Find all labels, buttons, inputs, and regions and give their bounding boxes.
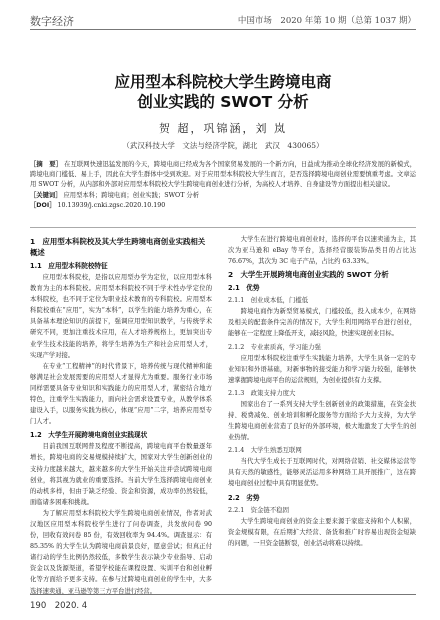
section-2-heading: 2 大学生开展跨境电商创业实践的 SWOT 分析 <box>228 270 389 280</box>
section-2-1-3-heading: 2.1.3 政策支持力度大 <box>228 388 296 397</box>
keywords <box>30 191 416 201</box>
authors: 贺 超，巩锦涵，刘 岚 <box>159 122 287 135</box>
section-2-1-4-heading: 2.1.4 大学生熟悉互联网 <box>228 446 302 455</box>
article-title-line2: 创业实践的 SWOT 分析 <box>137 93 309 111</box>
paragraph: 目前我国互联网普及程度不断提高，跨境电商平台数量逐年增长，跨境电商的交易规模持续扩大，国家对大学生创新创业的支持力度越来越大，越来越多的大学生开始关注并尝试跨境电商创业，将其视为就业的重要选择。当前大学生选择跨境电商创业的动机多样，但由于缺乏经验、资金和资源，成功率仍然较低，面临诸多困难和挑战。 <box>30 443 212 506</box>
section-1-heading: 1 应用型本科院校及其大学生跨境电商创业实践相关概述 <box>30 237 206 257</box>
header-rule <box>30 29 416 30</box>
title-block <box>30 72 416 151</box>
article-title <box>30 72 416 112</box>
keywords-label: ［关键词］ <box>30 191 62 199</box>
abstract-text: 在互联网快速迅猛发展的今天，跨境电商已经成为各个国家贸易发展的一个新方向，日益成为推动全球化经济发展的新模式，跨境电商门槛低、易上手，因此在大学生群体中受到欢迎。对于应用型本科院校大学生而言，是否选择跨境电商创业需要慎重考虑。文章运用 SWOT 分析，从内部和外部对应用型本科院校大学生跨境电商创业进行分析，为高校人才培养、自身建设等方面提出相关建议。 <box>30 161 416 189</box>
section-2-2-heading: 2.2 劣势 <box>228 493 260 502</box>
abstract-rule <box>30 227 416 228</box>
abstract <box>30 160 416 191</box>
paragraph: 大学生跨境电商创业的资金主要来源于家庭支持和个人积累，资金规模有限，在后期扩大经营、备货和推广时容易出现资金短缺的问题，一旦资金链断裂，创业活动将难以持续。 <box>228 517 416 547</box>
section-2-1-1-heading: 2.1.1 创业成本低，门槛低 <box>228 296 309 305</box>
right-column <box>228 234 416 549</box>
section-2-1-2-heading: 2.1.2 专业素质高，学习能力强 <box>228 342 321 351</box>
journal-info: 中国市场 2020 年第 10 期（总第 1037 期） <box>237 16 416 26</box>
paragraph: 在专业“工程精神”的时代背景下，培养传统与现代精神和能够满足社会发展需要的应用型人才显得尤为重要。服务行业市场同样需要具备专业知识和实践能力的应用型人才，紧密结合地方特色，注重学生实践能力，面向社会需求设置专业，从教学体系建设入手，以服务实践为核心，体现“应用”二字，培养应用型专门人才。 <box>30 362 212 426</box>
abstract-block <box>30 160 416 211</box>
footer-rule <box>30 594 416 595</box>
paragraph: 大学生在进行跨境电商创业时，选择的平台以速卖通为主，其次为亚马逊和 eBay 等平台，选择经营服装饰品类目的占比达 76.67%，其次为 3C 电子产品，占比约 63.33%。 <box>228 236 416 266</box>
article-title-line1: 应用型本科院校大学生跨境电商 <box>114 73 332 91</box>
left-column <box>30 234 212 595</box>
paragraph: 为了解应用型本科院校大学生跨境电商创业情况，作者对武汉地区应用型本科院校学生进行了问卷调查，共发放问卷 90 份，回收有效问卷 85 份，有效回收率为 94.4%。调查显示：有 85.35% 的大学生认为跨境电商前景良好，愿意尝试；但真正付诸行动的学生比例仍然较低，多数学生表示缺少专业指导、启动资金以及货源渠道，希望学校能在课程设置、实训平台和创业孵化等方面给予更多支持。在参与过跨境电商创业的学生中，大多选择速卖通、亚马逊等第三方平台进行经营。 <box>30 509 212 595</box>
page-number: 190 2020. 4 <box>30 601 88 611</box>
section-2-1-heading: 2.1 优势 <box>228 284 260 293</box>
paragraph: 应用型本科院校，是指以应用型办学为定位，以应用型本科教育为主的本科院校。应用型本科院校不同于学术性办学定位的本科院校，也不同于定位为职业技术教育的专科院校。应用型本科院校重在“应用”，实为“本科”，以学生的能力培养为重心，在具备基本理论知识的前提下，强调应用型知识教学，与传统学术研究不同，更加注重技术应用，在人才培养规格上，更加突出专业学生技术技能的培养，将学生培养为生产和社会应用型人才，实现产学对接。 <box>30 274 212 359</box>
section-1-1-heading: 1.1 应用型本科院校特征 <box>30 262 108 270</box>
doi <box>30 201 416 211</box>
affiliation: （武汉科技大学 文法与经济学院，湖北 武汉 430065） <box>122 141 324 150</box>
section-label: 数字经济 <box>30 15 74 28</box>
keywords-text: 应用型本科；跨境电商；创业实践；SWOT 分析 <box>63 191 199 199</box>
page-footer <box>30 594 416 614</box>
paragraph: 跨境电商作为新型贸易模式，门槛较低，投入成本少，在网络及相关的配套条件完善的情况下，大学生利用网络平台进行创业，能够在一定程度上降低开支，减轻风险，快速实现创业目标。 <box>228 308 416 338</box>
paragraph: 应用型本科院校注重学生实践能力培养，大学生具备一定的专业知识和外语基础，对新事物的接受能力和学习能力较强，能够快速掌握跨境电商平台的运营规则，为创业提供有力支撑。 <box>228 354 416 384</box>
page-header <box>30 10 416 52</box>
doi-label: ［DOI］ <box>30 201 56 209</box>
abstract-label: ［摘 要］ <box>30 161 62 168</box>
doi-text: 10.13939/j.cnki.zgsc.2020.10.190 <box>57 201 166 209</box>
paragraph: 国家出台了一系列支持大学生创新创业的政策措施，在资金扶持、税费减免、创业培训和孵化服务等方面给予大力支持，为大学生跨境电商创业营造了良好的外部环境，极大地激发了大学生的创业热情。 <box>228 400 416 442</box>
paragraph: 当代大学生成长于互联网时代，对网络营销、社交媒体运营等具有天然的敏感性，能够灵活运用多种网络工具开展推广，这在跨境电商创业过程中具有明显优势。 <box>228 458 416 488</box>
section-1-2-heading: 1.2 大学生开展跨境电商创业实践现状 <box>30 431 148 440</box>
section-2-2-1-heading: 2.2.1 资金链不稳固 <box>228 505 289 514</box>
